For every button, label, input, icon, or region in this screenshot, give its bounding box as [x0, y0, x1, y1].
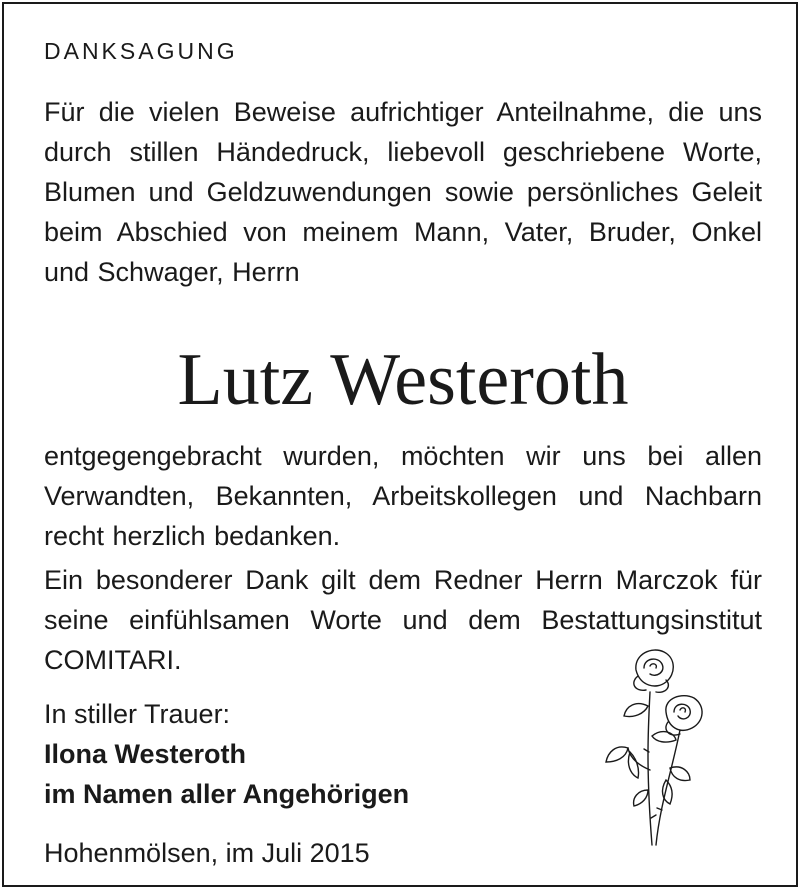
- thanks-paragraph: entgegengebracht wurden, möchten wir uns bei allen Verwandten, Bekannten, Arbeitskollegen und Nachbarn recht herzlich bedanken.: [44, 441, 762, 551]
- signatory-name: Ilona Westeroth: [44, 739, 247, 769]
- rose-icon: [600, 640, 710, 850]
- notice-heading: DANKSAGUNG: [44, 38, 238, 64]
- special-thanks-paragraph: Ein besonderer Dank gilt dem Redner Herrn Marczok für seine einfühlsamen Worte und dem Bestattungsinstitut COMITARI.: [44, 565, 762, 675]
- signatory-note: im Namen aller Angehörigen: [44, 779, 410, 809]
- intro-paragraph: Für die vielen Beweise aufrichtiger Anteilnahme, die uns durch stillen Händedruck, liebevoll geschriebene Worte, Blumen und Geldzuwendungen sowie persönliches Geleit beim Abschied von meinem Mann, Vater, Bruder, Onkel und Schwager, Herrn: [44, 97, 762, 287]
- notice-frame: [2, 2, 798, 887]
- place-date: Hohenmölsen, im Juli 2015: [44, 838, 370, 868]
- deceased-name: Lutz Westeroth: [177, 339, 629, 421]
- mourning-label: In stiller Trauer:: [44, 699, 231, 729]
